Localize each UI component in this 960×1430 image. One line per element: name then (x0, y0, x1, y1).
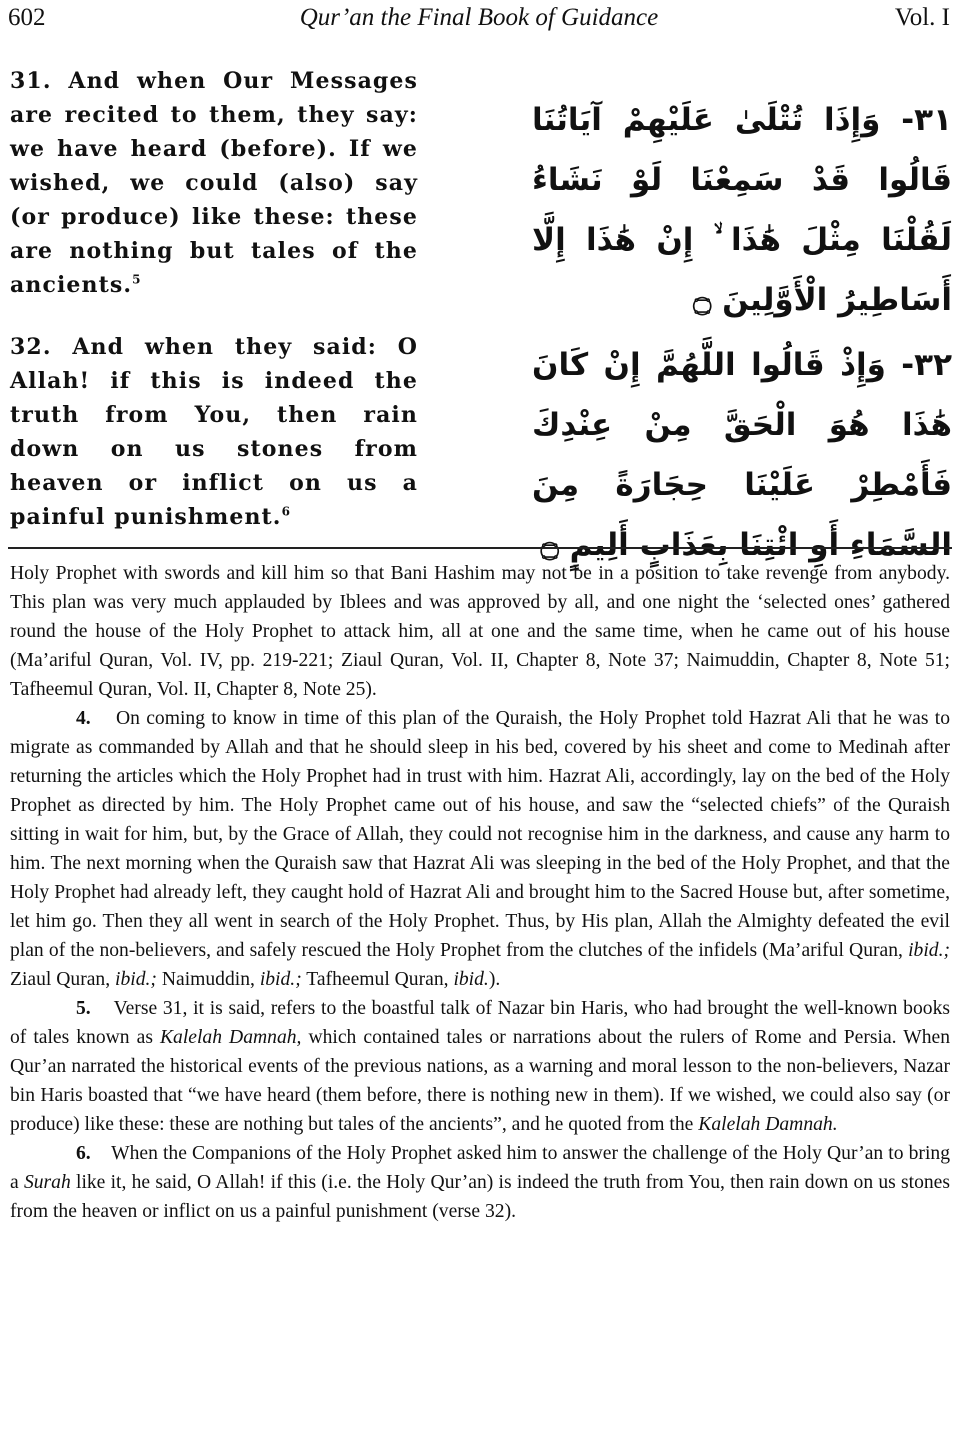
note-number: 5. (76, 998, 91, 1019)
note-4 (10, 704, 950, 994)
ibid-ref: ibid.; (259, 969, 302, 990)
ibid-ref: ibid.; (908, 940, 950, 961)
surah-term: Surah (23, 1172, 71, 1193)
note-text: When the Companions of the Holy Prophet asked him to answer the challenge of the Holy Qur’an to bring a (10, 1143, 950, 1193)
note-3-continuation: Holy Prophet with swords and kill him so that Bani Hashim may not be in a position to take revenge from anybody. This plan was very much applauded by Iblees and was approved by all, and one night the ‘selected ones’ gathered round the house of the Holy Prophet to attack him, all at one and the same time, when he came out of his house (Ma’ariful Quran, Vol. IV, pp. 219-221; Ziaul Quran, Vol. II, Chapter 8, Note 37; Naimuddin, Chapter 8, Note 51; Tafheemul Quran, Vol. II, Chapter 8, Note 25). (10, 563, 950, 700)
verse-31-translation (10, 64, 418, 302)
volume-label: Vol. I (894, 4, 950, 31)
ref-tafheemul: Tafheemul Quran, (306, 969, 449, 990)
note-number: 6. (76, 1143, 91, 1164)
footnote-ref: 6 (281, 504, 292, 519)
ref-ziaul: Ziaul Quran, (10, 969, 111, 990)
page-number: 602 (8, 4, 46, 31)
ref-naimuddin: Naimuddin, (161, 969, 255, 990)
note-6 (10, 1139, 950, 1226)
book-title: Qur’an the Final Book of Guidance (299, 4, 659, 31)
verse-31-arabic: ٣١- وَإِذَا تُتْلَىٰ عَلَيْهِمْ آيَاتُنَا قَالُوا قَدْ سَمِعْنَا لَوْ نَشَاءُ لَقُلْنَا مِثْلَ هَٰذَا ۙ إِنْ هَٰذَا إِلَّا أَسَاطِيرُ الْأَوَّلِينَ ۝ (532, 102, 952, 318)
verse-32-translation (10, 330, 418, 534)
note-text: like it, he said, O Allah! if this (i.e. the Holy Qur’an) is indeed the truth from You, then rain down on us stones from the heaven or inflict on us a painful punishment (verse 32). (10, 1172, 950, 1222)
verse-text: 31. And when Our Messages are recited to them, they say: we have heard (before). If we wished, we could (also) say (or produce) like these: these are nothing but tales of the ancients. (10, 68, 418, 298)
book-title-ref: Kalelah Damnah, (159, 1027, 302, 1048)
verse-32-arabic: ٣٢- وَإِذْ قَالُوا اللَّهُمَّ إِنْ كَانَ هَٰذَا هُوَ الْحَقَّ مِنْ عِنْدِكَ فَأَمْطِرْ عَلَيْنَا حِجَارَةً مِنَ السَّمَاءِ أَوِ ائْتِنَا بِعَذَابٍ أَلِيمٍ ۝ (532, 347, 952, 563)
footnotes (10, 559, 950, 1226)
running-header (8, 2, 950, 34)
note-close: ). (488, 969, 501, 990)
verse-text: 32. And when they said: O Allah! if this is indeed the truth from You, then rain down on us stones from heaven or inflict on us a painful punishment. (10, 334, 418, 530)
book-title-ref: Kalelah Damnah. (698, 1114, 838, 1135)
ibid-ref: ibid.; (115, 969, 157, 990)
note-text: which contained tales or narrations about the rulers of Rome and Persia. When Qur’an narrated the historical events of the previous nations, as a warning and moral lesson to the non-believers, Nazar bin Haris boasted that “we have heard (them before, there is nothing new in them). If we wished, we could also say (or produce) like these: these are nothing but tales of the ancients”, and he quoted from the (10, 1027, 951, 1135)
ibid-ref-end: ibid. (453, 969, 489, 990)
note-number: 4. (76, 708, 91, 729)
note-text: On coming to know in time of this plan of the Quraish, the Holy Prophet told Hazrat Ali that he was to migrate as commanded by Allah and that he should sleep in his bed, covered by his sheet and come to Medinah after returning the articles which the Holy Prophet had in trust with him. Hazrat Ali, accordingly, lay on the bed of the Holy Prophet as directed by him. The Holy Prophet came out of his house, and saw the “selected chiefs” of the Quraish sitting in wait for him, but, by the Grace of Allah, they could not recognise him in the darkness, and cause any harm to him. The next morning when the Quraish saw that Hazrat Ali was sleeping in the bed of the Holy Prophet, and that the Holy Prophet had already left, they caught hold of Hazrat Ali and brought him to the Sacred House but, after sometime, let him go. Then they all went in search of the Holy Prophet. Thus, by His plan, Allah the Almighty defeated the evil plan of the non-believers, and safely rescued the Holy Prophet from the clutches of the infidels (Ma’ariful Quran, (10, 708, 950, 961)
note-text: Verse 31, it is said, refers to the boastful talk of Nazar bin Haris, who had brought the well-known books of tales known as (10, 998, 950, 1048)
note-5 (10, 994, 950, 1139)
footnote-ref: 5 (132, 272, 142, 287)
footnote-divider (8, 547, 952, 549)
